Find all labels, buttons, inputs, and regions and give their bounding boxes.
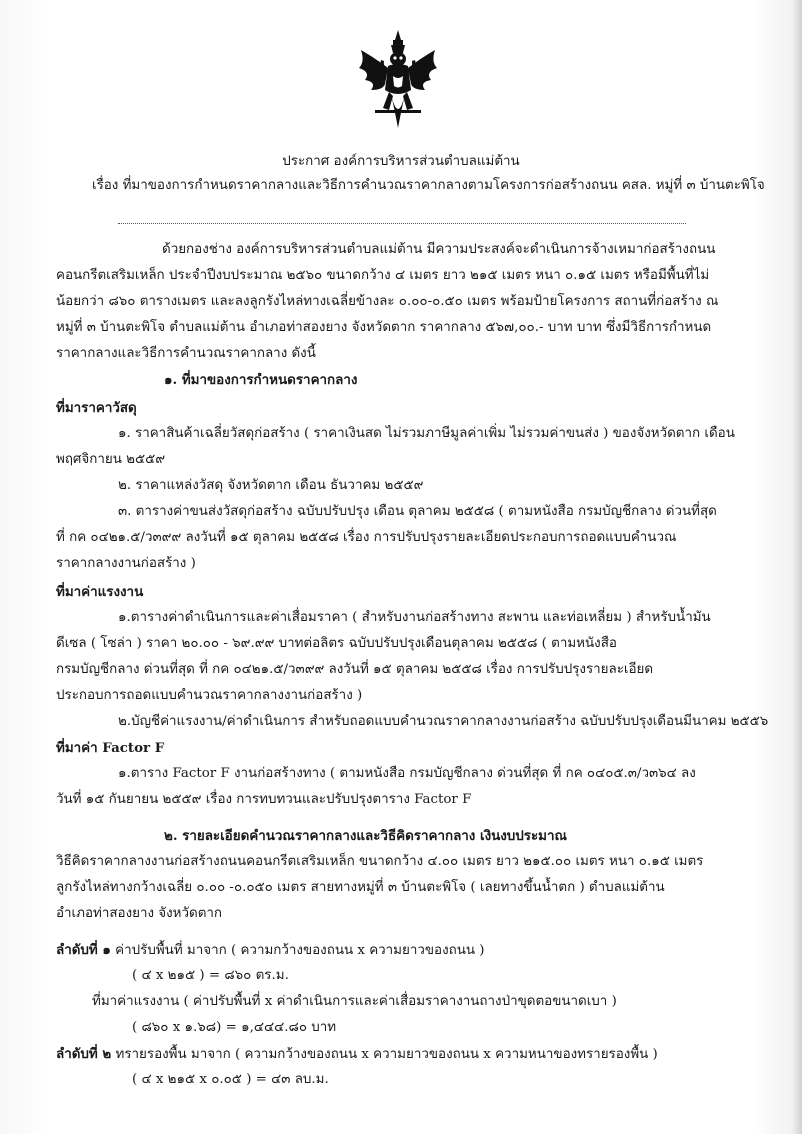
item-2 xyxy=(56,1044,658,1065)
labor-title: ที่มาค่าแรงงาน xyxy=(56,584,144,600)
item-labor-source: ที่มาค่าแรงงาน ( ค่าปรับพื้นที่ x ค่าดำเนินการและค่าเสื่อมราคางานถางป่าขุดตอขนาดเบา ) xyxy=(92,994,617,1009)
intro-line: ราคากลางและวิธีการคำนวณราคากลาง ดังนี้ xyxy=(56,346,316,361)
item-calculation: ( ๔ x ๒๑๕ ) = ๘๖๐ ตร.ม. xyxy=(132,968,289,983)
materials-line: ๓. ตารางค่าขนส่งวัสดุก่อสร้าง ฉบับปรับปรุง เดือน ตุลาคม ๒๕๕๘ ( ตามหนังสือ กรมบัญชีกลาง ด่วนที่สุด xyxy=(118,504,717,519)
materials-line: พฤศจิกายน ๒๕๕๙ xyxy=(56,452,166,467)
item-number: ลำดับที่ ๒ xyxy=(56,1046,112,1062)
announcement-title: ประกาศ องค์การบริหารส่วนตำบลแม่ต้าน xyxy=(282,154,520,169)
labor-line: ประกอบการถอดแบบคำนวณราคากลางงานก่อสร้าง ) xyxy=(56,688,363,703)
item-1 xyxy=(56,940,485,961)
intro-line: ด้วยกองช่าง องค์การบริหารส่วนตำบลแม่ต้าน มีความประสงค์จะดำเนินการจ้างเหมาก่อสร้างถนน xyxy=(162,242,716,257)
labor-line: กรมบัญชีกลาง ด่วนที่สุด ที่ กค ๐๔๒๑.๕/ว๓๙๙ ลงวันที่ ๑๕ ตุลาคม ๒๕๕๘ เรื่อง การปรับปรุงรายละเอียด xyxy=(56,662,654,677)
materials-line: ๑. ราคาสินค้าเฉลี่ยวัสดุก่อสร้าง ( ราคาเงินสด ไม่รวมภาษีมูลค่าเพิ่ม ไม่รวมค่าขนส่ง ) ของจังหวัดตาก เดือน xyxy=(118,426,735,441)
factor-title: ที่มาค่า Factor F xyxy=(56,740,165,756)
intro-line: หมู่ที่ ๓ บ้านตะพิโจ ตำบลแม่ต้าน อำเภอท่าสองยาง จังหวัดตาก ราคากลาง ๕๖๗,๐๐.- บาท บาท ซึ่งมีวิธีการกำหนด xyxy=(56,320,712,335)
labor-line: ๑.ตารางค่าดำเนินการและค่าเสื่อมราคา ( สำหรับงานก่อสร้างทาง สะพาน และท่อเหลี่ยม ) สำหรับน้ำมัน xyxy=(118,610,711,625)
item-calculation: ( ๘๖๐ x ๑.๖๘) = ๑,๔๔๔.๘๐ บาท xyxy=(132,1020,337,1035)
materials-line: ที่ กค ๐๔๒๑.๕/ว๓๙๙ ลงวันที่ ๑๕ ตุลาคม ๒๕๕๘ เรื่อง การปรับปรุงรายละเอียดประกอบการถอดแบบคำนวณ xyxy=(56,530,677,545)
labor-line: ๒.บัญชีค่าแรงงาน/ค่าดำเนินการ สำหรับถอดแบบคำนวณราคากลางงานก่อสร้าง ฉบับปรับปรุงเดือนมีนาคม ๒๕๕๖ xyxy=(118,714,769,729)
announcement-subject: เรื่อง ที่มาของการกำหนดราคากลางและวิธีการคำนวณราคากลางตามโครงการก่อสร้างถนน คสล. หมู่ที่ ๓ บ้านตะพิโจ xyxy=(92,178,765,193)
dotted-divider xyxy=(118,223,686,224)
labor-line: ดีเซล ( โซล่า ) ราคา ๒๐.๐๐ - ๖๙.๙๙ บาทต่อลิตร ฉบับปรับปรุงเดือนตุลาคม ๒๕๕๘ ( ตามหนังสือ xyxy=(56,636,617,651)
section2-heading: ๒. รายละเอียดคำนวณราคากลางและวิธีคิดราคากลาง เงินงบประมาณ xyxy=(164,828,567,844)
intro-line: คอนกรีตเสริมเหล็ก ประจำปีงบประมาณ ๒๕๖๐ ขนาดกว้าง ๔ เมตร ยาว ๒๑๕ เมตร หนา ๐.๑๕ เมตร หรือมีพื้นที่ไม่ xyxy=(56,268,710,283)
factor-line: ๑.ตาราง Factor F งานก่อสร้างทาง ( ตามหนังสือ กรมบัญชีกลาง ด่วนที่สุด ที่ กค ๐๔๐๕.๓/ว๓๖๔ ลง xyxy=(118,766,696,781)
section2-line: อำเภอท่าสองยาง จังหวัดตาก xyxy=(56,906,223,921)
materials-title: ที่มาราคาวัสดุ xyxy=(56,400,137,416)
section2-line: วิธีคิดราคากลางงานก่อสร้างถนนคอนกรีตเสริมเหล็ก ขนาดกว้าง ๔.๐๐ เมตร ยาว ๒๑๕.๐๐ เมตร หนา ๐.๑๕ เมตร xyxy=(56,854,704,869)
garuda-emblem-icon xyxy=(355,28,441,136)
intro-line: น้อยกว่า ๘๖๐ ตารางเมตร และลงลูกรังไหล่ทางเฉลี่ยข้างละ ๐.๐๐-๐.๕๐ เมตร พร้อมป้ายโครงการ สถานที่ก่อสร้าง ณ xyxy=(56,294,719,309)
item-description: ค่าปรับพื้นที่ มาจาก ( ความกว้างของถนน x ความยาวของถนน ) xyxy=(110,943,485,958)
section2-line: ลูกรังไหล่ทางกว้างเฉลี่ย ๐.๐๐ -๐.๐๕๐ เมตร สายทางหมู่ที่ ๓ บ้านตะพิโจ ( เลยทางขึ้นน้ำตก ) ตำบลแม่ต้าน xyxy=(56,880,665,895)
item-number: ลำดับที่ ๑ xyxy=(56,942,111,958)
item-description: ทรายรองพื้น มาจาก ( ความกว้างของถนน x ความยาวของถนน x ความหนาของทรายรองพื้น ) xyxy=(111,1047,658,1062)
section1-heading: ๑. ที่มาของการกำหนดราคากลาง xyxy=(164,372,358,388)
item-calculation: ( ๔ x ๒๑๕ x ๐.๐๕ ) = ๔๓ ลบ.ม. xyxy=(132,1072,329,1087)
materials-line: ๒. ราคาแหล่งวัสดุ จังหวัดตาก เดือน ธันวาคม ๒๕๕๙ xyxy=(118,478,424,493)
materials-line: ราคากลางงานก่อสร้าง ) xyxy=(56,556,196,571)
factor-line: วันที่ ๑๕ กันยายน ๒๕๕๙ เรื่อง การทบทวนและปรับปรุงตาราง Factor F xyxy=(56,792,472,807)
